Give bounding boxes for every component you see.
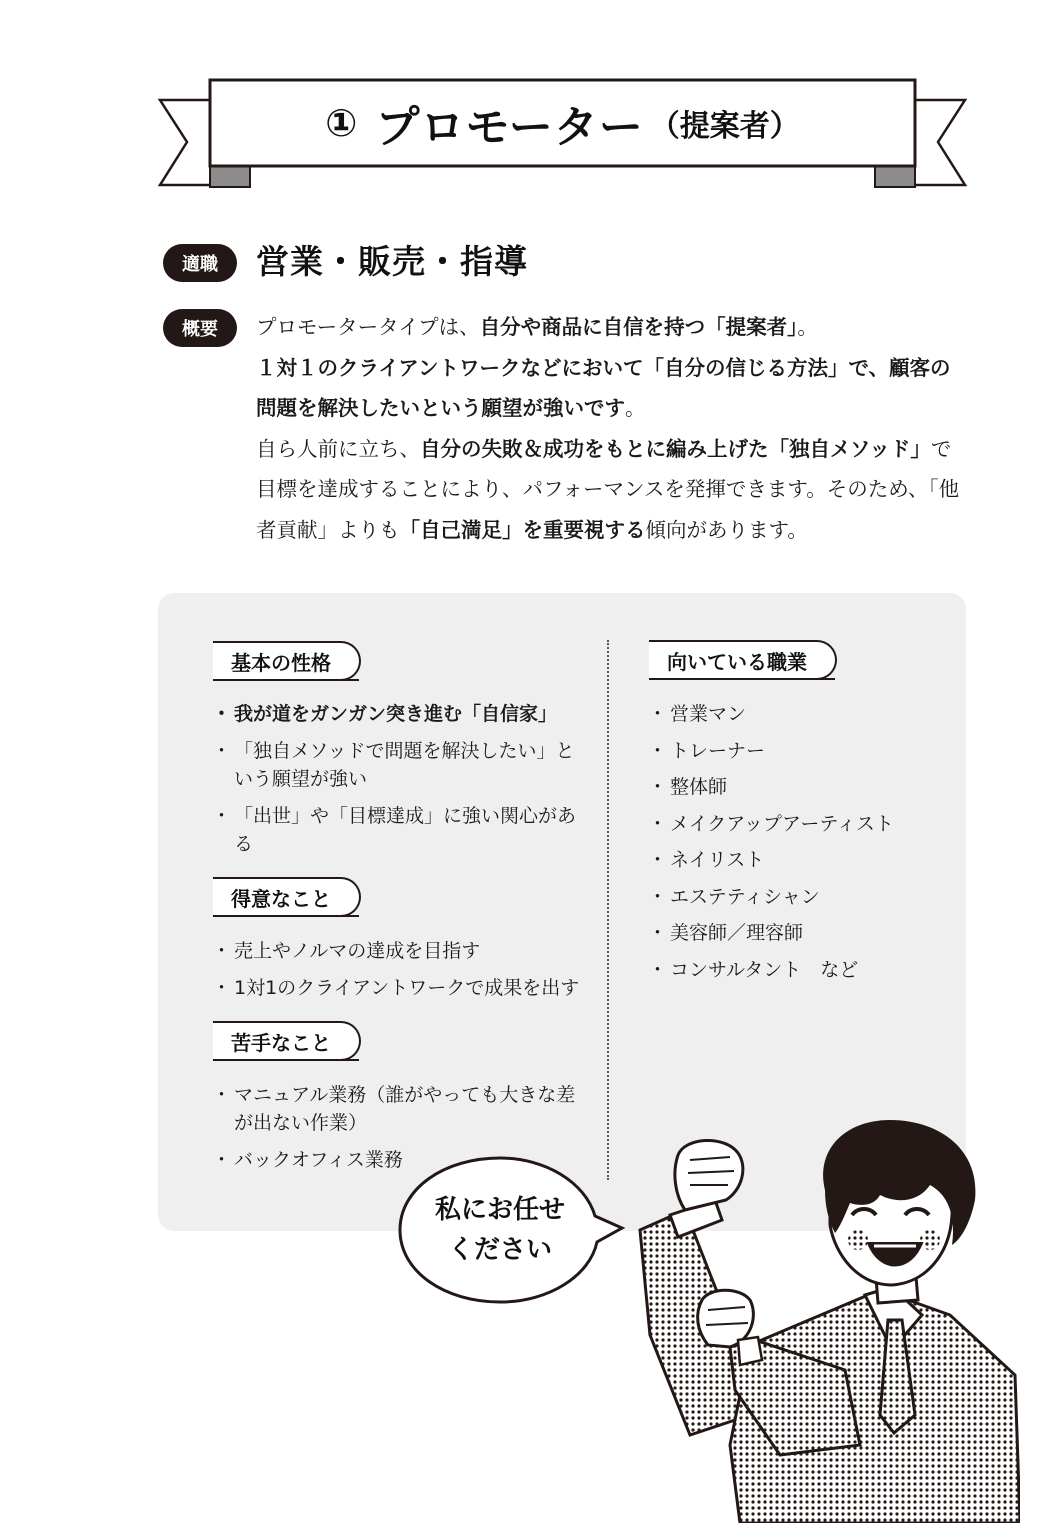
title-sub: （提案者） xyxy=(649,109,800,144)
list-item: ・ 我が道をガンガン突き進む「自信家」 xyxy=(216,700,586,728)
list-item: ・ マニュアル業務（誰がやっても大きな差が出ない作業） xyxy=(216,1081,586,1137)
strengths-heading: 得意なこと xyxy=(213,877,361,917)
bubble-line-2: ください xyxy=(447,1235,552,1265)
suitable-occupations-list xyxy=(652,700,942,992)
list-item: ・ バックオフィス業務 xyxy=(216,1146,586,1174)
basic-personality-list xyxy=(216,700,586,867)
suitable-occupations-heading: 向いている職業 xyxy=(649,640,837,680)
summary-text-span: 。 xyxy=(625,396,646,420)
suitable-jobs-heading: 営業・販売・指導 xyxy=(256,242,528,281)
summary-paragraph-1 xyxy=(256,307,968,348)
weaknesses-heading: 苦手なこと xyxy=(213,1021,361,1061)
basic-personality-heading: 基本の性格 xyxy=(213,641,361,681)
summary-text xyxy=(256,307,968,550)
summary-text-span: プロモータータイプは、 xyxy=(256,315,480,339)
character-illustration xyxy=(630,1115,1020,1523)
list-item: ・ 営業マン xyxy=(652,700,942,728)
title-main: プロモーター xyxy=(375,102,644,153)
bubble-line-1: 私にお任せ xyxy=(434,1195,565,1225)
page-title xyxy=(210,80,915,166)
summary-text-span: 自ら人前に立ち、 xyxy=(256,436,420,461)
list-item: ・ ネイリスト xyxy=(652,846,942,874)
list-item: ・ 整体師 xyxy=(652,773,942,801)
list-item: ・ 「独自メソッドで問題を解決したい」という願望が強い xyxy=(216,737,586,793)
summary-bold-span: 「自己満足」を重要視する xyxy=(399,517,646,542)
summary-paragraph-3 xyxy=(256,429,968,551)
list-item: ・ エステティシャン xyxy=(652,883,942,911)
summary-text-span: で目標を達成することにより、パフォーマンスを発揮できます。そのため、「他者貢献」よりも xyxy=(256,436,960,542)
list-item: ・ トレーナー xyxy=(652,737,942,765)
list-item: ・ 売上やノルマの達成を目指す xyxy=(216,937,596,965)
list-item: ・ 「出世」や「目標達成」に強い関心がある xyxy=(216,802,586,858)
summary-text-span: 傾向があります。 xyxy=(645,517,808,542)
list-item: ・ コンサルタント など xyxy=(652,956,942,984)
label-tekishoku: 適職 xyxy=(163,244,237,282)
summary-paragraph-2 xyxy=(256,348,968,429)
summary-bold-span: 自分の失敗＆成功をもとに編み上げた「独自メソッド」 xyxy=(420,436,931,461)
label-gaiyou: 概要 xyxy=(163,309,237,347)
list-item: ・ 1対1のクライアントワークで成果を出す xyxy=(216,974,596,1002)
list-item: ・ メイクアップアーティスト xyxy=(652,810,942,838)
summary-bold-span: 自分や商品に自信を持つ「提案者」 xyxy=(479,315,798,339)
summary-text-span: 。 xyxy=(797,315,818,339)
title-number: ① xyxy=(325,101,358,145)
strengths-list xyxy=(216,937,596,1011)
summary-bold-span: １対１のクライアントワークなどにおいて「自分の信じる方法」で、顧客の問題を解決したいという願望が強いです xyxy=(256,355,951,420)
list-item: ・ 美容師／理容師 xyxy=(652,919,942,947)
panel-divider xyxy=(607,640,609,1180)
speech-bubble-text xyxy=(400,1190,600,1270)
